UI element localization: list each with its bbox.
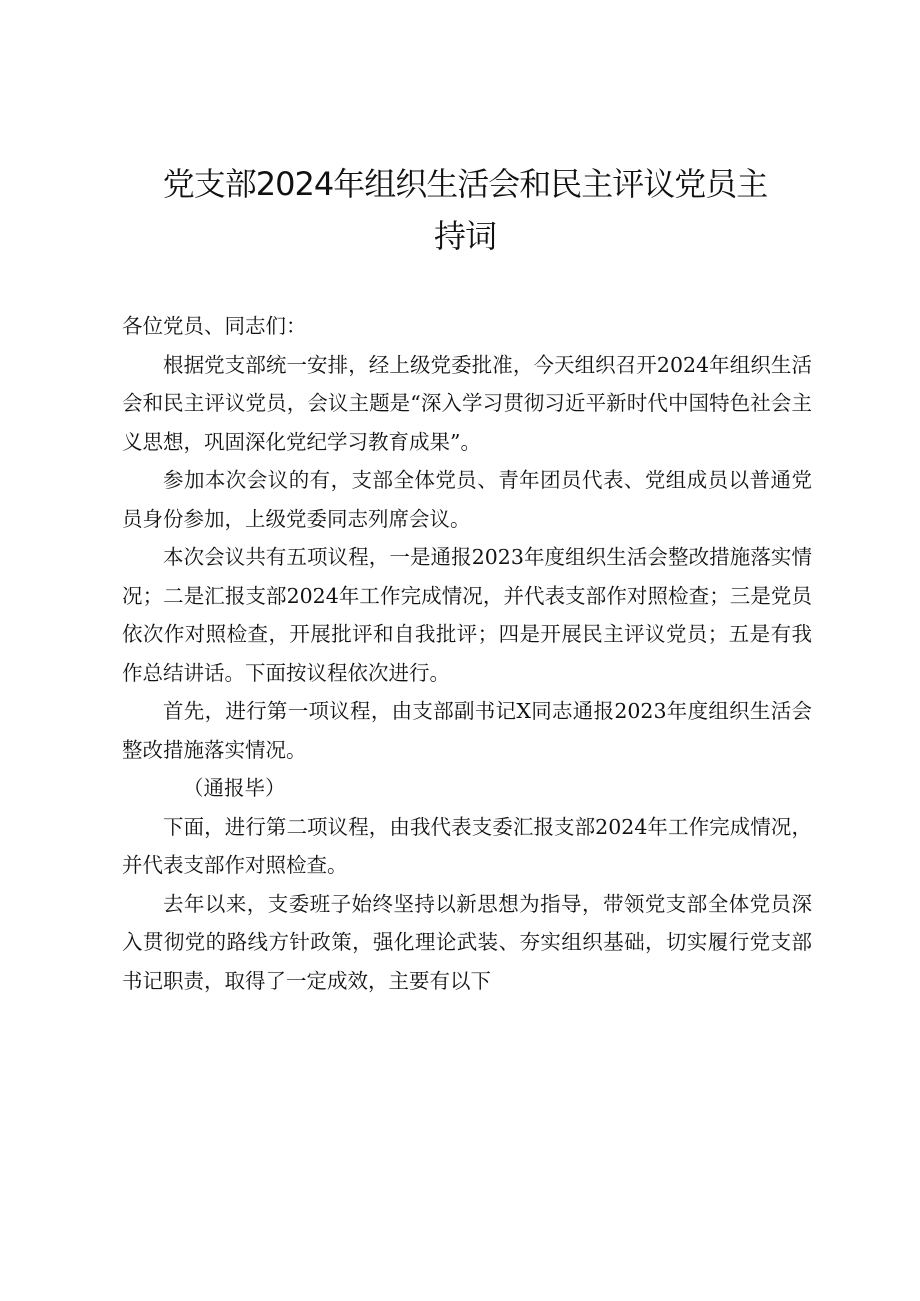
salutation: 各位党员、同志们：	[122, 314, 307, 338]
title-line-2: 持词	[433, 217, 496, 255]
paragraph-4: 首先，进行第一项议程，由支部副书记X同志通报2023年度组织生活会整改措施落实情况。	[122, 699, 812, 762]
paragraph-6: 去年以来，支委班子始终坚持以新思想为指导，带领党支部全体党员深入贯彻党的路线方针政策，强化理论武装、夯实组织基础，切实履行党支部书记职责，取得了一定成效，主要有以下	[122, 891, 812, 993]
paragraph-2: 参加本次会议的有，支部全体党员、青年团员代表、党组成员以普通党员身份参加，上级党委同志列席会议。	[122, 468, 812, 531]
title-line-1: 党支部2024年组织生活会和民主评议党员主	[162, 165, 768, 203]
paragraph-5: 下面，进行第二项议程，由我代表支委汇报支部2024年工作完成情况，并代表支部作对照检查。	[122, 814, 812, 877]
document-body	[122, 307, 812, 1000]
paragraph-note: （通报毕）	[183, 776, 286, 800]
document-title	[120, 158, 810, 262]
paragraph-1: 根据党支部统一安排，经上级党委批准，今天组织召开2024年组织生活会和民主评议党员，会议主题是“深入学习贯彻习近平新时代中国特色社会主义思想，巩固深化党纪学习教育成果”。	[122, 352, 812, 454]
paragraph-3: 本次会议共有五项议程，一是通报2023年度组织生活会整改措施落实情况；二是汇报支部2024年工作完成情况，并代表支部作对照检查；三是党员依次作对照检查，开展批评和自我批评；四是开展民主评议党员；五是有我作总结讲话。下面按议程依次进行。	[122, 545, 812, 685]
